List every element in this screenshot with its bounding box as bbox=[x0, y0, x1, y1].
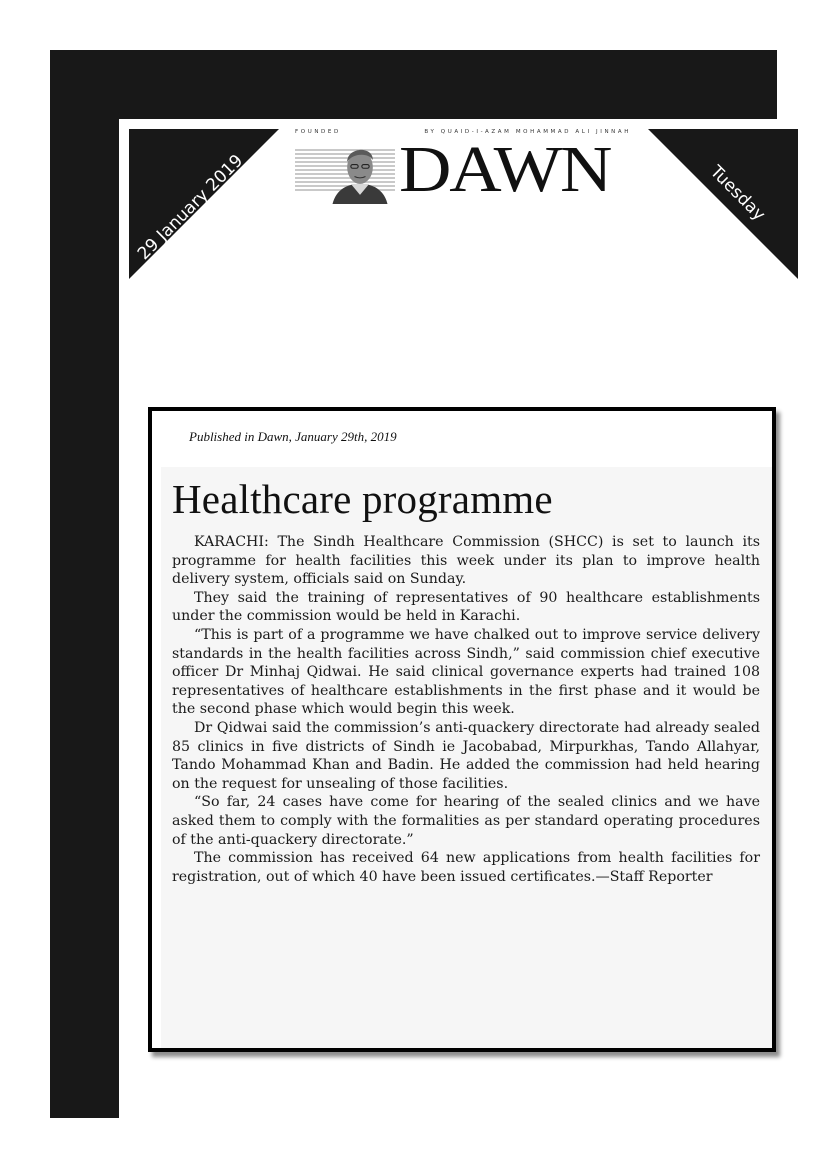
article bbox=[161, 467, 772, 1048]
newspaper-masthead bbox=[295, 129, 631, 204]
page-sheet bbox=[119, 119, 808, 1150]
masthead-title: DAWN bbox=[399, 133, 611, 206]
tagline-founded: FOUNDED bbox=[295, 129, 341, 135]
article-body bbox=[172, 533, 760, 886]
tagline-founder: BY QUAID-I-AZAM MOHAMMAD ALI JINNAH bbox=[424, 129, 631, 135]
founder-portrait-icon bbox=[327, 138, 393, 204]
page-frame bbox=[50, 50, 777, 1118]
article-paragraph: Dr Qidwai said the commission’s anti-quackery directorate had already sealed 85 clinics in five districts of Sindh ie Jacobabad, Mirpurkhas, Tando Allahyar, Tando Mohammad Khan and Badin. He added the commission had held hearing on the request for unsealing of those facilities. bbox=[172, 719, 760, 792]
article-headline: Healthcare programme bbox=[172, 476, 553, 522]
day-label: Tuesday bbox=[705, 161, 769, 225]
day-corner-banner bbox=[648, 129, 798, 279]
article-paragraph: KARACHI: The Sindh Healthcare Commission (SHCC) is set to launch its programme for health facilities this week under its plan to improve health delivery system, officials said on Sunday. bbox=[172, 534, 760, 588]
article-paragraph: “So far, 24 cases have come for hearing of the sealed clinics and we have asked them to comply with the formalities as per standard operating procedures of the anti-quackery directorate.” bbox=[172, 794, 760, 848]
article-paragraph: “This is part of a programme we have chalked out to improve service delivery standards in the health facilities across Sindh,” said commission chief executive officer Dr Minhaj Qidwai. He said clinical governance experts had trained 108 representatives of healthcare establishments in the first phase and it would be the second phase which would begin this week. bbox=[172, 626, 760, 718]
article-paragraph: The commission has received 64 new applications from health facilities for registration, out of which 40 have been issued certificates.—Staff Reporter bbox=[172, 850, 760, 885]
date-label: 29 January 2019 bbox=[133, 150, 248, 265]
published-line: Published in Dawn, January 29th, 2019 bbox=[189, 429, 397, 444]
article-paragraph: They said the training of representatives of 90 healthcare establishments under the commission would be held in Karachi. bbox=[172, 589, 760, 625]
news-clipping bbox=[148, 407, 776, 1052]
